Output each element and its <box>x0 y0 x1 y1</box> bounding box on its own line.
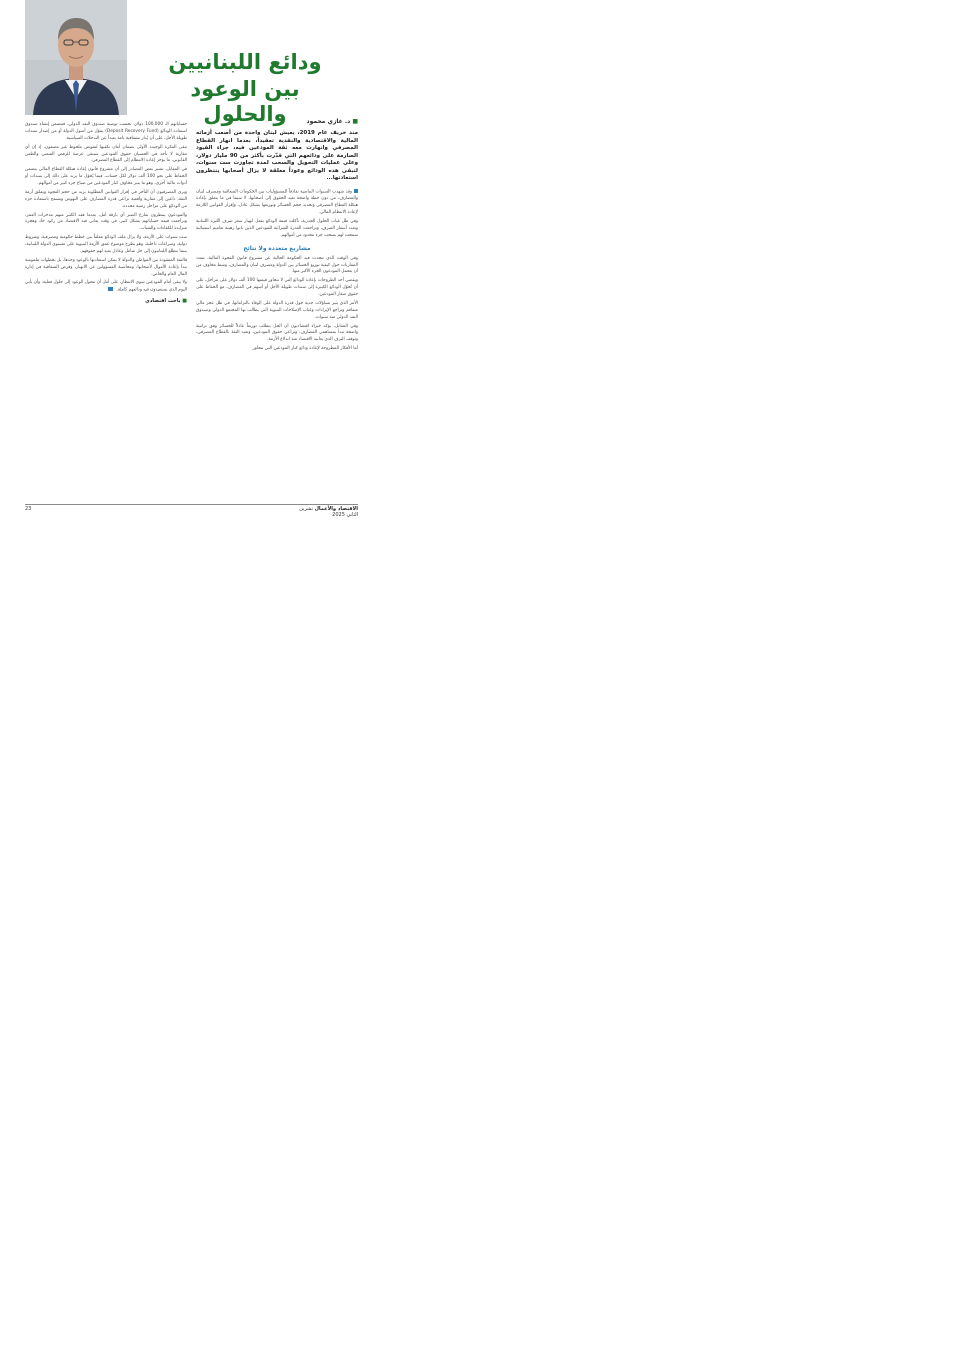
section-subhead: مشاريع متعددة ولا نتائج <box>243 245 311 252</box>
body-paragraph: فالثقة المفقودة بين المواطن والدولة لا يمكن استعادتها بالوعود وحدها، بل بخطوات ملموسة تبدأ بإعادة الأموال لأصحابها، ومحاسبة المسؤولين عن الانهيار، وفرض الشفافية في إدارة المال العام والخاص. <box>25 257 187 277</box>
body-paragraph: وفي المقابل، يؤكد خبراء اقتصاديون أن الحل يتطلب توزيعاً عادلاً للخسائر وفق تراتبية واضحة تبدأ بمساهمي المصارف، وتراعي حقوق المودعين، وتعيد الثقة بالقطاع المصرفي، وتوقف النزف الذي يعانيه الاقتصاد منذ اندلاع الأزمة. <box>196 323 358 343</box>
author-byline <box>196 118 358 125</box>
body-paragraph: أما الأفكار المطروحة لإعادة ودائع كبار المودعين التي تتجاوز <box>252 346 358 352</box>
body-paragraph: حساباتهم الـ 100,000 دولار، بحسب توصية صندوق النقد الدولي، فتتضمن إنشاء صندوق استعادة الودائع (Deposit Recovery Fund) يموّل من أصول الدولة أو من إصدار سندات طويلة الأجل، على أن يُدار بشفافية تامة بعيداً عن التدخلات السياسية. <box>25 122 187 141</box>
paragraph-text: ولا يبقى أمام المودعين سوى الانتظار، على أمل أن تتحول الوعود إلى حلول فعلية، وأن يأتي اليوم الذي يستعيدون فيه ودائعهم كاملة. <box>25 280 187 293</box>
body-paragraph: وفي ظل غياب الحلول الجذرية، تآكلت قيمة الودائع بفعل انهيار سعر صرف الليرة اللبنانية وتعدد أسعار الصرف، وتراجعت القدرة الشرائية للمودعين الذين باتوا رهينة تعاميم استثنائية سمحت لهم بسحب جزء محدود من أموالهم. <box>196 219 358 238</box>
footer-masthead <box>287 506 358 518</box>
headline-line-2: بين الوعود والحلول <box>190 77 300 127</box>
right-column <box>196 118 358 355</box>
article-lead: منذ خريف عام 2019، يعيش لبنان واحدة من أصعب أزماته المالية والاقتصادية والنقدية تعقيداً، بعدما انهار القطاع المصرفي وانهارت معه ثقة المودعين فيه، جراء القيود الصارمة على ودائعهم التي قدّرت بأكثر من 90 مليار دولار، وعلى عمليات التحويل والسحب لمدة تجاوزت ست سنوات، لتبقى هذه الودائع وعوداً معلقة لا يزال أصحابها ينتظرون استعادتها... <box>196 130 358 182</box>
author-photo <box>25 0 127 115</box>
byline-bullet-icon: ■ <box>350 118 358 125</box>
body-paragraph: والمودعون ينتظرون بفارغ الصبر أي بارقة أمل، بعدما فقد الكثير منهم مدخرات العمر، وتراجعت قيمة حساباتهم بشكل كبير، في وقت يعاني فيه الاقتصاد من ركود حاد وهجرة متزايدة للكفاءات والشباب. <box>25 212 187 232</box>
paragraph-text: وقد شهدت السنوات الماضية تقاذفاً للمسؤوليات بين الحكومات المتعاقبة ومصرف لبنان والمصارف، من دون خطة واضحة تعيد الحقوق إلى أصحابها، لا سيما في ما يتعلق بإعادة هيكلة القطاع المصرفي وتحديد حجم الخسائر وتوزيعها بشكل عادل، وإقرار القوانين اللازمة لإعادة الانتظام المالي. <box>196 189 358 216</box>
author-title: باحث اقتصادي <box>145 297 181 304</box>
body-paragraph: في المقابل، تشير بعض المصادر إلى أن مشروع قانون إعادة هيكلة القطاع المالي يتضمن الحفاظ على نحو 100 ألف دولار لكل حساب، فيما يُحوّل ما يزيد على ذلك إلى سندات أو أدوات مالية أخرى، وهو ما يثير مخاوف كبار المودعين من ضياع جزء كبير من أموالهم. <box>25 167 187 186</box>
body-paragraph: ويرى المصرفيون أن التأخر في إقرار القوانين المطلوبة يزيد من حجم الفجوة ويعمّق أزمة الثقة، داعين إلى مقاربة واقعية تراعي قدرة المصارف على النهوض وتسمح باستعادة جزء من الودائع على مراحل زمنية محددة. <box>25 189 187 209</box>
paragraph-start-icon <box>354 189 358 193</box>
headline-line-1: ودائع اللبنانيين <box>168 50 322 74</box>
article-headline <box>150 50 340 128</box>
body-paragraph <box>196 189 358 217</box>
footer-divider <box>25 504 358 505</box>
body-paragraph: ويقضي أحد الطروحات بإعادة الودائع التي لا تتجاوز قيمتها 100 ألف دولار على مراحل، على أن تُحوّل الودائع الكبيرة إلى سندات طويلة الأجل أو أسهم في المصارف، مع الحفاظ على حقوق صغار المودعين. <box>196 278 359 298</box>
issue-date: تشرين الثاني 2025 <box>299 506 358 518</box>
article-end-icon <box>108 287 113 291</box>
body-paragraph: وفي الوقت الذي تتحدث فيه الحكومة الحالية عن مشروع قانون الفجوة المالية، تتعدد المقاربات حول كيفية توزيع الخسائر بين الدولة ومصرف لبنان والمصارف، وسط مخاوف من أن يتحمل المودعون الجزء الأكبر منها. <box>196 255 358 275</box>
signoff-bullet-icon: ■ <box>180 297 187 304</box>
body-paragraph: تبقى الفكرة الوحيدة الأولى بضمان أمان تكفيها لتعويض ملحوظ غير مضمون، إذ إن أي مقاربة لا تأخذ في الحسبان حقوق المودعين ستبقى عرضة للرفض الشعبي والطعن القانوني، ما يؤخر إعادة الانتظام إلى القطاع المصرفي. <box>25 144 187 164</box>
page-number: 23 <box>25 506 32 512</box>
body-paragraph: ست سنوات على الأزمة، ولا يزال ملف الودائع معلقاً بين خطط حكومية ومصرفية، وشروط دولية، وصراعات داخلية، وهو يطرح موضوع عمق الأزمة البنيوية على مستوى الدولة اللبنانية، بينما يتطلع اللبنانيون إلى حل شامل وعادل يعيد لهم حقوقهم. <box>25 235 187 254</box>
left-column <box>25 122 187 304</box>
author-signoff <box>25 298 187 304</box>
author-name: د. غازي محمود <box>306 118 351 125</box>
body-paragraph: الأمر الذي يثير تساؤلات جدية حول قدرة الدولة على الوفاء بالتزاماتها، في ظل عجز مالي متفاقم وتراجع الإيرادات وغياب الإصلاحات البنيوية التي يطالب بها المجتمع الدولي وصندوق النقد الدولي منذ سنوات. <box>196 300 358 320</box>
magazine-name: الاقتصاد والأعمال <box>314 506 358 512</box>
body-paragraph <box>25 280 187 294</box>
